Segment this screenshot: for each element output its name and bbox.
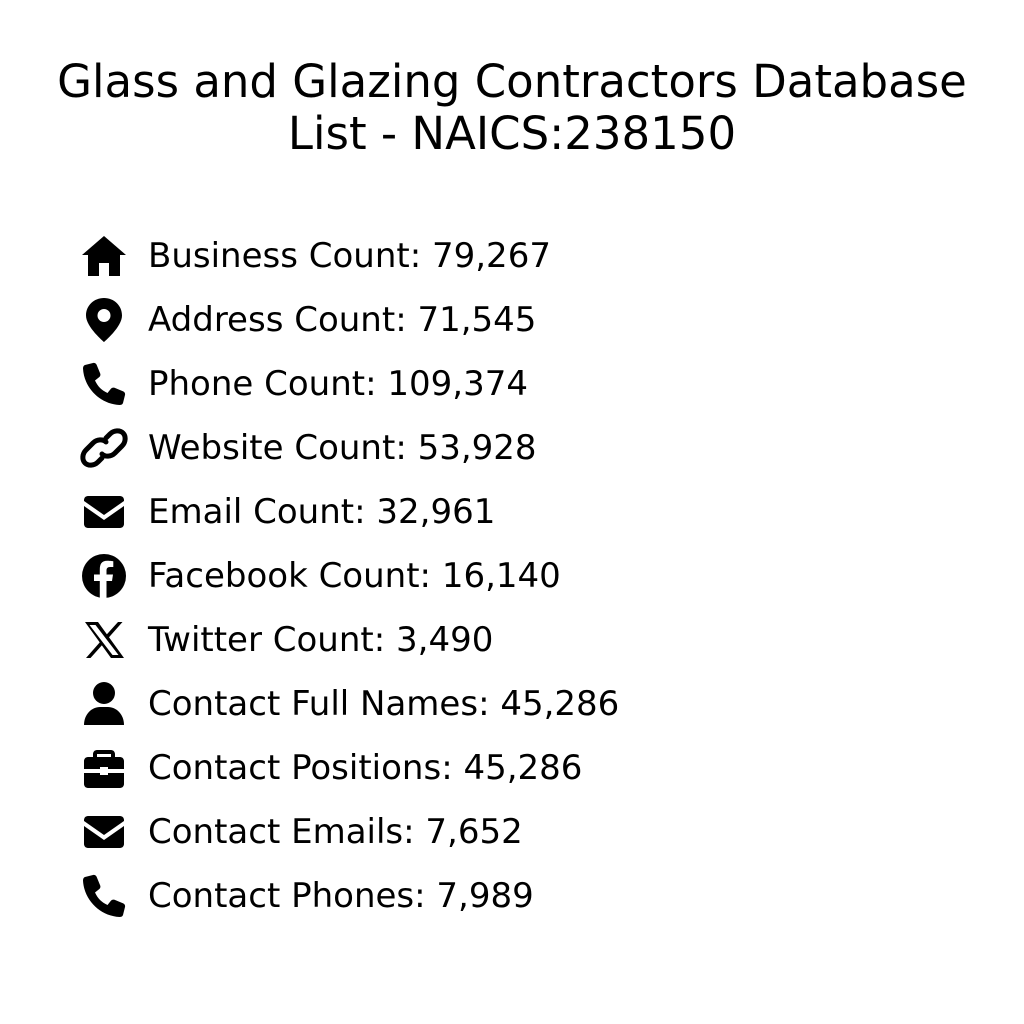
stat-value: 71,545 <box>417 300 537 340</box>
stat-value: 7,989 <box>436 876 534 916</box>
briefcase-icon <box>78 742 130 794</box>
envelope-icon <box>78 486 130 538</box>
stat-text: Contact Full Names: 45,286 <box>148 684 620 724</box>
stat-label: Contact Positions <box>148 748 442 788</box>
stat-value: 45,286 <box>500 684 620 724</box>
page-title <box>0 56 1024 160</box>
stat-value: 3,490 <box>396 620 494 660</box>
stat-row <box>78 416 619 480</box>
map-pin-icon <box>78 294 130 346</box>
stat-text: Facebook Count: 16,140 <box>148 556 561 596</box>
stat-label: Email Count <box>148 492 355 532</box>
stat-label: Business Count <box>148 236 410 276</box>
stat-text: Twitter Count: 3,490 <box>148 620 494 660</box>
stat-value: 45,286 <box>463 748 583 788</box>
stat-row <box>78 352 619 416</box>
stat-row <box>78 544 619 608</box>
stat-text: Contact Emails: 7,652 <box>148 812 523 852</box>
phone-icon <box>78 870 130 922</box>
stat-value: 53,928 <box>417 428 537 468</box>
stat-text: Business Count: 79,267 <box>148 236 551 276</box>
stat-value: 7,652 <box>425 812 523 852</box>
title-line-1: Glass and Glazing Contractors Database <box>57 55 967 108</box>
stat-label: Phone Count <box>148 364 366 404</box>
link-icon <box>78 422 130 474</box>
stat-row <box>78 288 619 352</box>
stat-value: 32,961 <box>376 492 496 532</box>
stat-label: Twitter Count <box>148 620 374 660</box>
user-icon <box>78 678 130 730</box>
stat-text: Email Count: 32,961 <box>148 492 496 532</box>
stat-row <box>78 672 619 736</box>
stat-label: Contact Emails <box>148 812 404 852</box>
stat-value: 16,140 <box>441 556 561 596</box>
stat-label: Contact Phones <box>148 876 415 916</box>
x-twitter-icon <box>78 614 130 666</box>
stat-label: Website Count <box>148 428 396 468</box>
stat-text: Contact Phones: 7,989 <box>148 876 534 916</box>
home-icon <box>78 230 130 282</box>
stat-row <box>78 608 619 672</box>
stat-value: 109,374 <box>387 364 528 404</box>
stat-row <box>78 864 619 928</box>
stat-text: Contact Positions: 45,286 <box>148 748 583 788</box>
facebook-icon <box>78 550 130 602</box>
stat-text: Address Count: 71,545 <box>148 300 537 340</box>
stat-text: Website Count: 53,928 <box>148 428 537 468</box>
stat-label: Address Count <box>148 300 396 340</box>
stat-value: 79,267 <box>431 236 551 276</box>
envelope-icon <box>78 806 130 858</box>
stat-row <box>78 480 619 544</box>
phone-icon <box>78 358 130 410</box>
stat-label: Contact Full Names <box>148 684 479 724</box>
stat-row <box>78 736 619 800</box>
stat-row <box>78 224 619 288</box>
stat-label: Facebook Count <box>148 556 420 596</box>
title-line-2: List - NAICS:238150 <box>287 107 737 160</box>
stat-text: Phone Count: 109,374 <box>148 364 528 404</box>
stats-list <box>78 224 619 928</box>
stat-row <box>78 800 619 864</box>
